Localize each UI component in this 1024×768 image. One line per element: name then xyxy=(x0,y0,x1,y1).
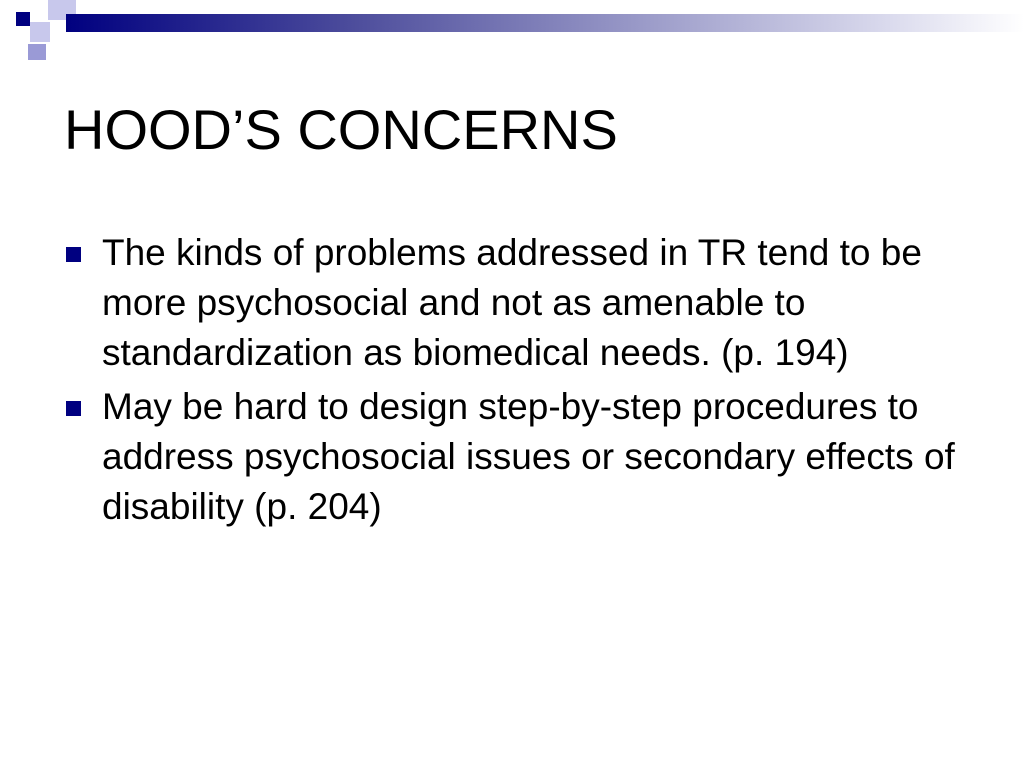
decorative-square xyxy=(50,20,66,36)
bullet-text: May be hard to design step-by-step procedures to address psychosocial issues or secondary effects of disability (p. 204) xyxy=(102,386,955,527)
bullet-text: The kinds of problems addressed in TR tend to be more psychosocial and not as amenable to standardization as biomedical needs. (p. 194) xyxy=(102,232,922,373)
slide-title: HOOD’S CONCERNS xyxy=(64,98,618,161)
decorative-square xyxy=(16,12,30,26)
decorative-square xyxy=(28,44,46,60)
bullet-item xyxy=(64,228,974,378)
bullet-list xyxy=(64,228,974,536)
square-bullet-icon xyxy=(66,401,81,416)
square-bullet-icon xyxy=(66,247,81,262)
decorative-square xyxy=(30,22,50,42)
header-gradient-bar xyxy=(66,14,1024,32)
bullet-item xyxy=(64,382,974,532)
